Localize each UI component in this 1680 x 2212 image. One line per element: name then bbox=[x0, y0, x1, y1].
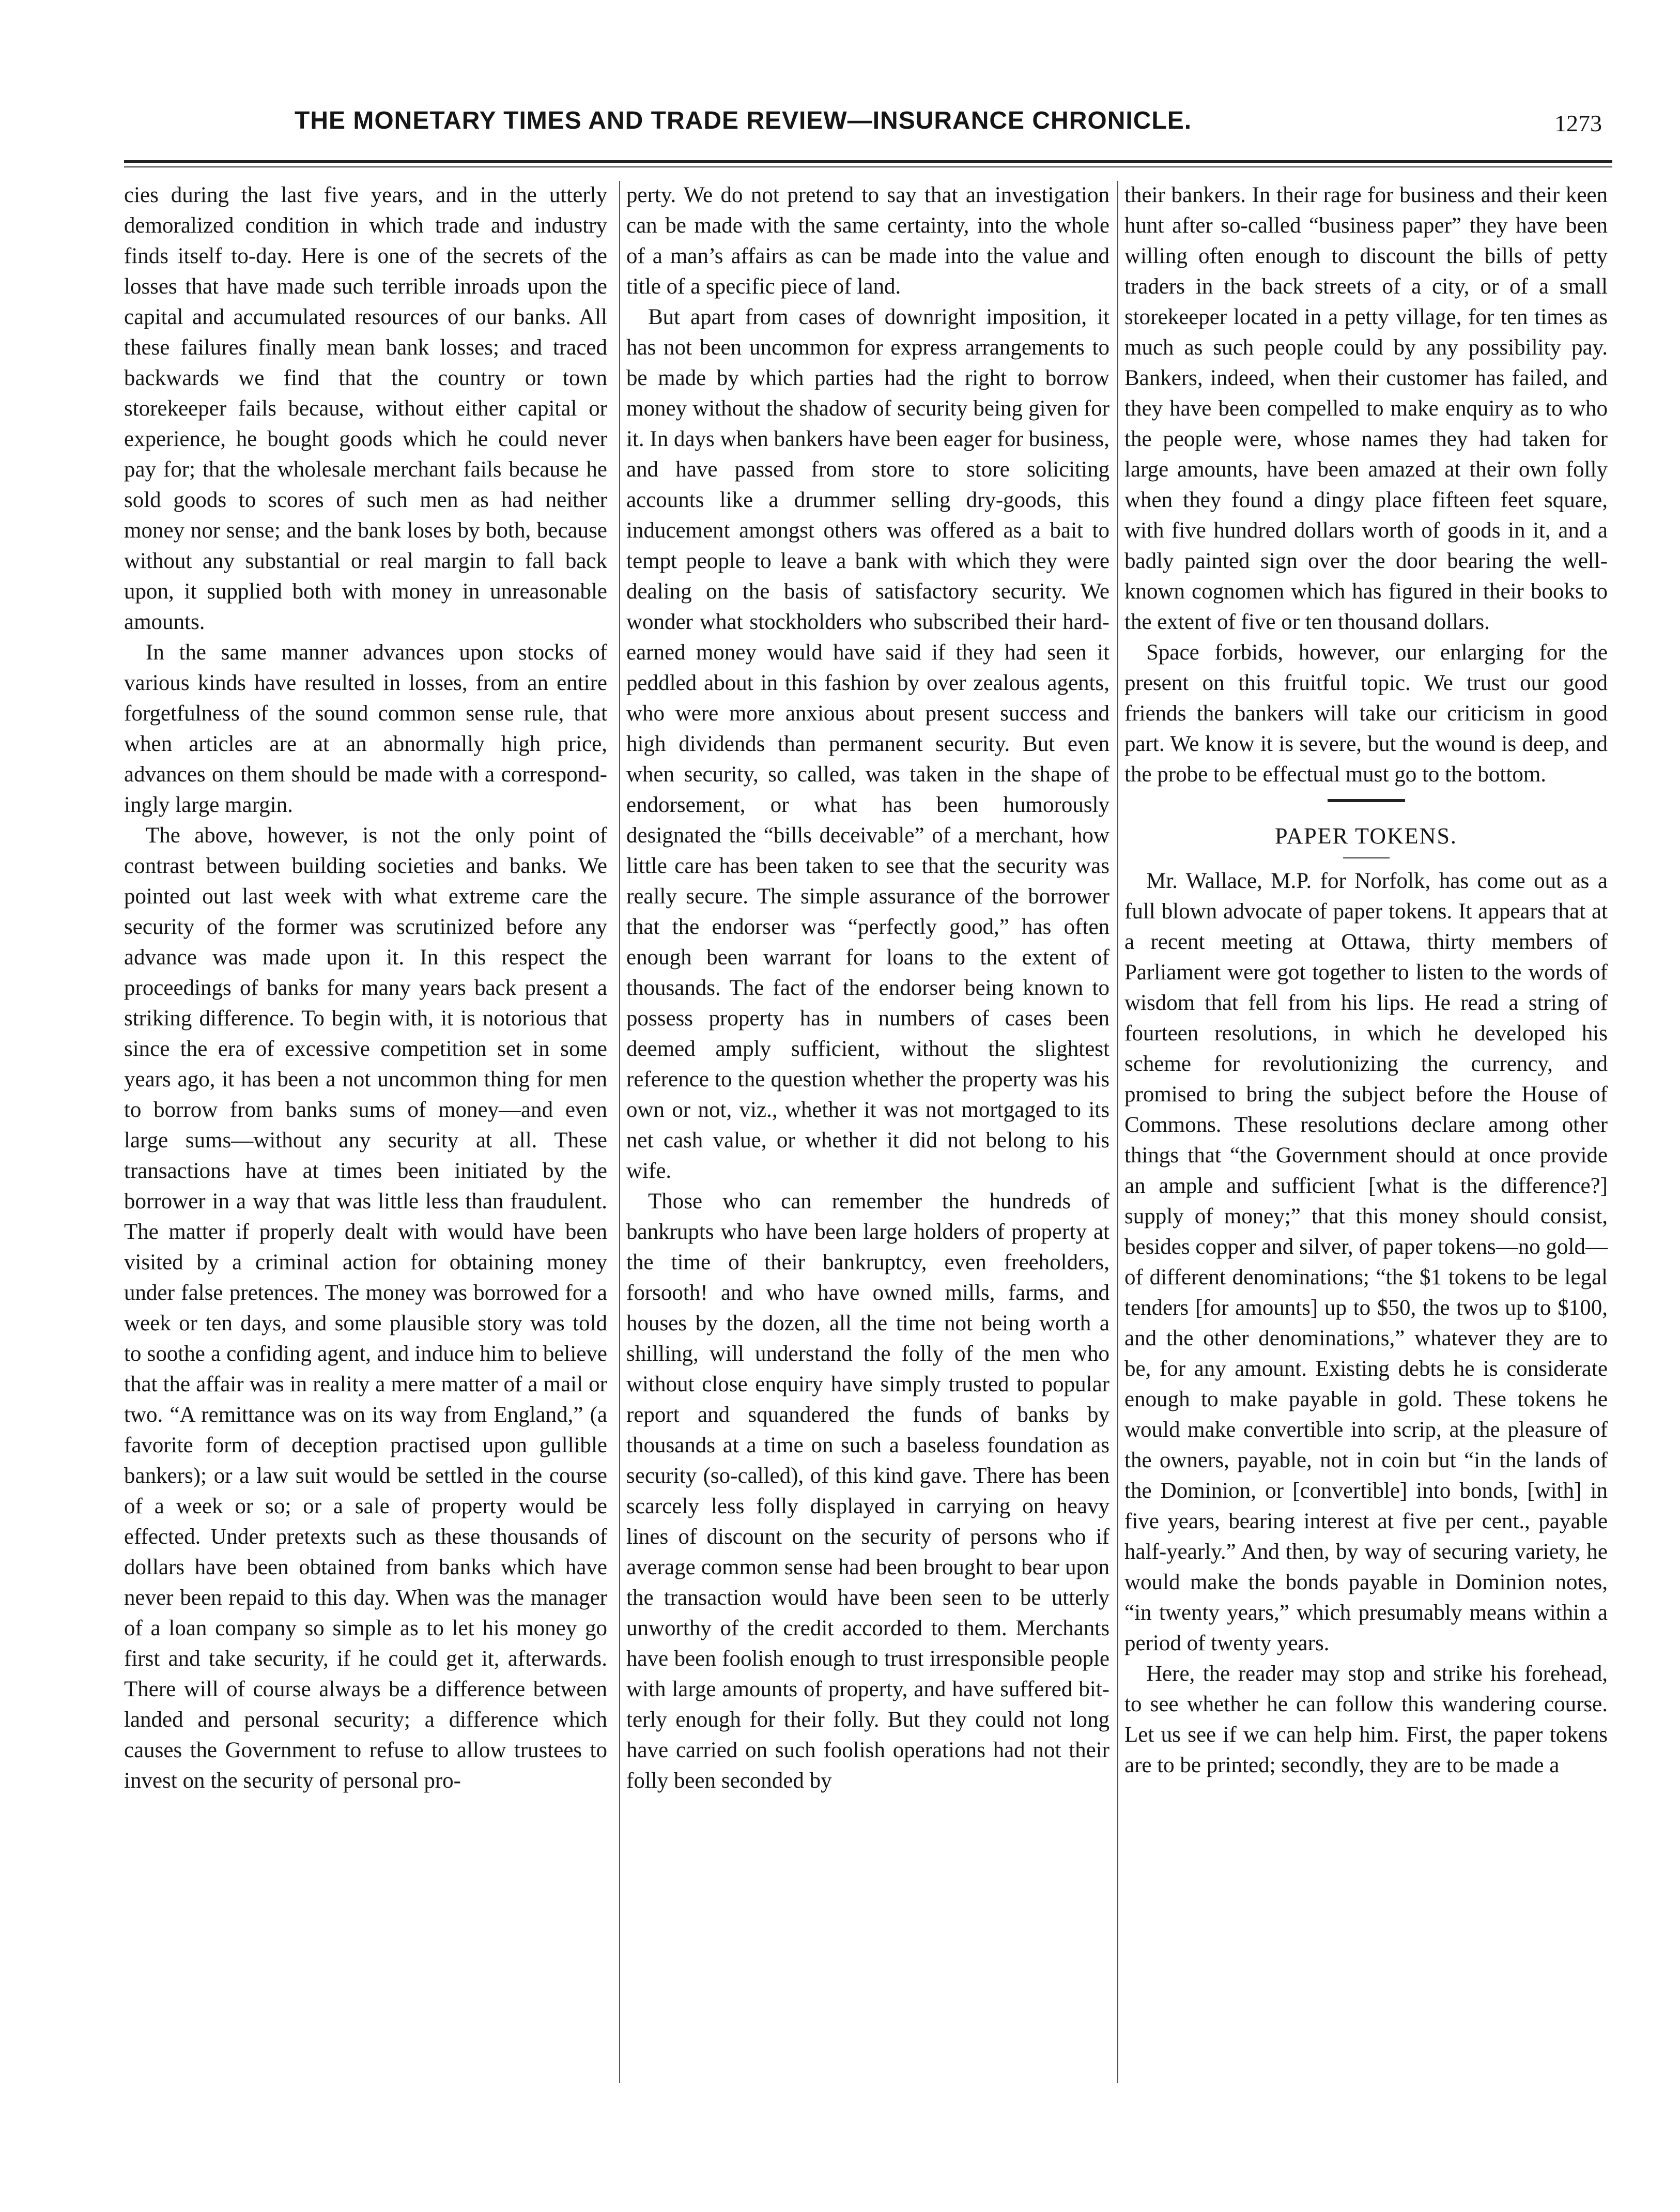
paragraph: The above, however, is not the only point of contrast between building societies and banks. We pointed out last week with what extreme care the security of the former was scrutinized before any advance was made upon it. In this respect the proceedings of banks for many years back present a striking difference. To begin with, it is notorious that since the era of excessive competition set in some years ago, it has been a not uncommon thing for men to borrow from banks sums of money—and even large sums—without any security at all. These transactions have at times been initiated by the borrower in a way that was little less than fraudulent. The matter if properly dealt with would have been visited by a criminal action for obtaining money under false pretences. The money was borrowed for a week or ten days, and some plausible story was told to soothe a confiding agent, and induce him to believe that the affair was in reality a mere matter of a mail or two. “A remittance was on its way from England,” (a favorite form of deception practised upon gullible bankers); or a law suit would be settled in the course of a week or so; or a sale of property would be effected. Under pretexts such as these thousands of dollars have been obtained from banks which have never been repaid to this day. When was the manager of a loan company so simple as to let his money go first and take security, if he could get it, afterwards. There will of course always be a difference between landed and personal security; a difference which causes the Government to refuse to allow trustees to invest on the security of personal pro- bbox=[124, 823, 607, 1793]
article-column-3 bbox=[1124, 180, 1608, 1780]
header-rule-thin bbox=[124, 166, 1612, 167]
header-rule-thick bbox=[124, 160, 1612, 163]
running-head bbox=[119, 106, 1602, 148]
paragraph: Space forbids, however, our enlarging for the present on this fruitful topic. We trust our good friends the bankers will take our criticism in good part. We know it is severe, but the wound is deep, and the probe to be effectual must go to the bottom. bbox=[1124, 640, 1608, 787]
section-heading: PAPER TOKENS. bbox=[1275, 823, 1457, 849]
page-number: 1273 bbox=[1554, 110, 1602, 136]
article-column-1 bbox=[124, 180, 607, 1796]
paragraph: In the same manner advances upon stocks of various kinds have resulted in losses, from an entire forgetfulness of the sound common sense rule, that when articles are at an abnormally high price, advances on them should be made with a correspondingly large margin. bbox=[124, 640, 607, 817]
article-column-2 bbox=[626, 180, 1109, 1796]
column-divider-2 bbox=[1117, 181, 1118, 2083]
column-divider-1 bbox=[619, 181, 620, 2083]
paragraph: Here, the reader may stop and strike his forehead, to see whether he can follow this wandering course. Let us see if we can help him. First, the paper tokens are to be printed; secondly, they are to be made a bbox=[1124, 1662, 1608, 1777]
heading-underline bbox=[1343, 857, 1390, 858]
paragraph: their bankers. In their rage for business and their keen hunt after so-called “business paper” they have been willing often enough to discount the bills of petty traders in the back streets of a city, or of a small storekeeper located in a petty village, for ten times as much as such people could by any possibility pay. Bankers, indeed, when their customer has failed, and they have been compelled to make enquiry as to who the people were, whose names they had taken for large amounts, have been amazed at their own folly when they found a dingy place fifteen feet square, with five hundred dollars worth of goods in it, and a badly painted sign over the door bearing the well-known cognomen which has figured in their books to the extent of five or ten thousand dollars. bbox=[1124, 183, 1608, 634]
paragraph: cies during the last five years, and in the utterly demoralized condition in which trade and industry finds itself to-day. Here is one of the secrets of the losses that have made such terrible inroads upon the capital and accumulated resources of our banks. All these failures finally mean bank losses; and traced backwards we find that the country or town storekeeper fails because, without either capital or experience, he bought goods which he could never pay for; that the wholesale merchant fails because he sold goods to scores of such men as had neither money nor sense; and the bank loses by both, because without any substantial or real margin to fall back upon, it supplied both with money in unreasonable amounts. bbox=[124, 183, 607, 634]
publication-title: THE MONETARY TIMES AND TRADE REVIEW—INSURANCE CHRONICLE. bbox=[295, 107, 1192, 134]
paragraph: Mr. Wallace, M.P. for Norfolk, has come out as a full blown advocate of paper tokens. It appears that at a recent meeting at Ottawa, thirty members of Parliament were got together to listen to the words of wisdom that fell from his lips. He read a string of fourteen resolutions, in which he developed his scheme for revolutionizing the currency, and promised to bring the subject before the House of Commons. These resolutions declare among other things that “the Government should at once provide an ample and sufficient [what is the difference?] supply of money;” that this money should consist, besides copper and silver, of paper tokens—no gold—of different denominations; “the $1 tokens to be legal tenders [for amounts] up to $50, the twos up to $100, and the other denominations,” whatever they are to be, for any amount. Existing debts he is considerate enough to make payable in gold. These tokens he would make convertible into scrip, at the pleasure of the owners, payable, not in coin but “in the lands of the Dominion, or [convertible] into bonds, [with] in five years, bearing interest at five per cent., payable half-yearly.” And then, by way of securing variety, he would make the bonds payable in Dominion notes, “in twenty years,” which presumably means within a period of twenty years. bbox=[1124, 869, 1608, 1655]
paragraph: Those who can remember the hundreds of bankrupts who have been large holders of property at the time of their bankruptcy, even freeholders, forsooth! and who have owned mills, farms, and houses by the dozen, all the time not being worth a shilling, will understand the folly of the men who without close enquiry have simply trusted to popular report and squandered the funds of banks by thousands at a time on such a baseless foundation as security (so-called), of this kind gave. There has been scarcely less folly displayed in carrying on heavy lines of discount on the security of persons who if average common sense had been brought to bear upon the transaction would have been seen to be utterly unworthy of the credit accorded to them. Merchants have been foolish enough to trust irresponsible people with large amounts of property, and have suffered bitterly enough for their folly. But they could not long have carried on such foolish operations had not their folly been seconded by bbox=[626, 1189, 1109, 1793]
section-divider bbox=[1328, 799, 1405, 802]
paragraph: perty. We do not pretend to say that an investigation can be made with the same certainty, into the whole of a man’s affairs as can be made into the value and title of a specific piece of land. bbox=[626, 183, 1109, 299]
paragraph: But apart from cases of downright imposition, it has not been uncommon for express arrangements to be made by which parties had the right to borrow money without the shadow of security being given for it. In days when bankers have been eager for business, and have passed from store to store soliciting accounts like a drummer selling dry-goods, this inducement amongst others was offered as a bait to tempt people to leave a bank with which they were dealing on the basis of satisfactory security. We wonder what stockholders who subscribed their hard-earned money would have said if they had seen it peddled about in this fashion by over zealous agents, who were more anxious about present success and high dividends than permanent security. But even when security, so called, was taken in the shape of endorsement, or what has been humorously designated the “bills deceivable” of a merchant, how little care has been taken to see that the security was really secure. The simple assurance of the borrower that the endorser was “perfectly good,” has often enough been warrant for loans to the extent of thousands. The fact of the endorser being known to possess property has in numbers of cases been deemed amply sufficient, without the slightest reference to the question whether the property was his own or not, viz., whether it was not mortgaged to its net cash value, or whether it did not belong to his wife. bbox=[626, 305, 1109, 1183]
